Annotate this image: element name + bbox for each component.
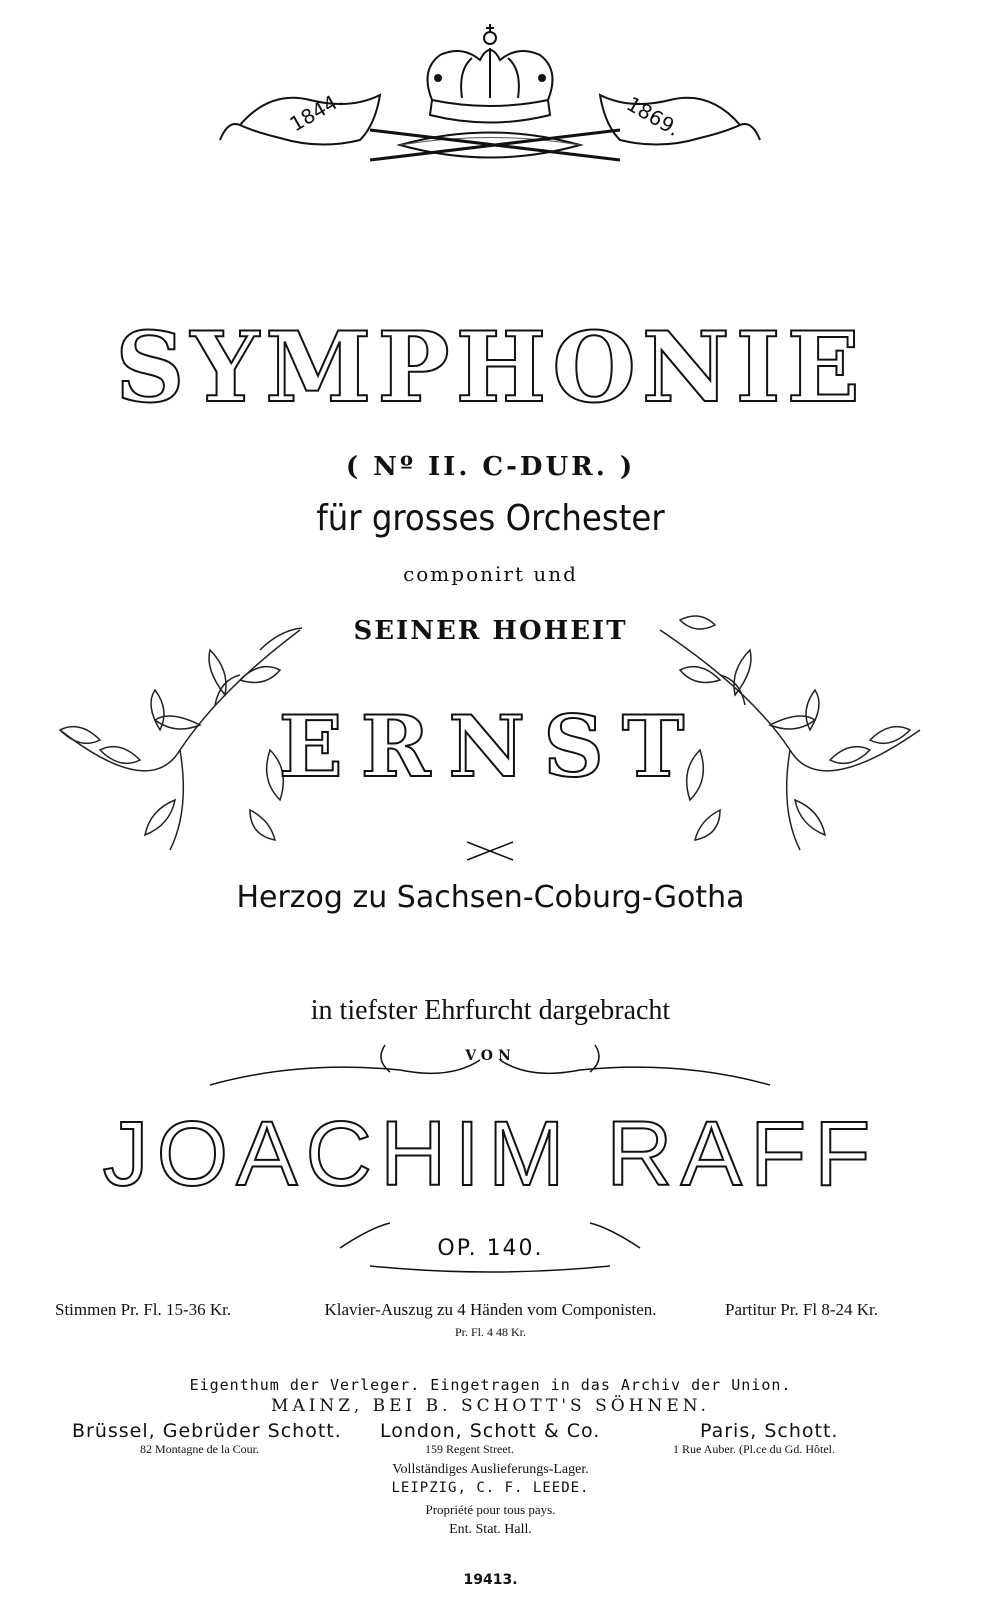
piano-reduction: Klavier-Auszug zu 4 Händen vom Componisten. [324, 1300, 657, 1319]
publisher-property: Eigenthum der Verleger. Eingetragen in das Archiv der Union. [189, 1376, 792, 1394]
piano-price: Pr. Fl. 4 48 Kr. [454, 1325, 526, 1339]
publisher-main: MAINZ, BEI B. SCHOTT'S SÖHNEN. [271, 1396, 710, 1416]
by-label: VON [465, 1048, 516, 1064]
year-left: 1844. [285, 86, 348, 137]
year-right: 1869. [622, 91, 685, 141]
dedicatee-title: Herzog zu Sachsen-Coburg-Gotha [236, 880, 745, 915]
dedication-prefix: SEINER HOHEIT [353, 616, 628, 646]
crossed-batons-icon [370, 130, 620, 160]
paris-address: 1 Rue Auber. (Pl.ce du Gd. Hôtel. [673, 1442, 835, 1456]
parts-price: Stimmen Pr. Fl. 15-36 Kr. [55, 1300, 232, 1319]
symphony-subtitle: für grosses Orchester [316, 498, 665, 539]
plate-number: 19413. [463, 1572, 518, 1588]
dedicatee-name: ERNST [278, 697, 703, 796]
cross-ornament-icon [465, 838, 515, 864]
opus-number: OP. 140. [437, 1236, 544, 1261]
homage-line: in tiefster Ehrfurcht dargebracht [310, 995, 671, 1026]
london-address: 159 Regent Street. [425, 1442, 514, 1456]
publisher-london: London, Schott & Co. [380, 1420, 601, 1442]
leipzig-line: Vollständiges Auslieferungs-Lager. [392, 1462, 589, 1477]
ribbon-icon [220, 95, 760, 145]
score-price: Partitur Pr. Fl 8-24 Kr. [725, 1300, 879, 1319]
publisher-brussels: Brüssel, Gebrüder Schott. [72, 1420, 342, 1442]
leipzig-agent: LEIPZIG, C. F. LEEDE. [391, 1480, 590, 1496]
composed-line: componirt und [403, 562, 578, 586]
crown-icon [428, 24, 553, 123]
symphony-title: SYMPHONIE [115, 311, 866, 424]
publisher-paris: Paris, Schott. [700, 1420, 839, 1442]
brussels-address: 82 Montagne de la Cour. [140, 1442, 259, 1456]
symphony-number: ( Nº II. C-DUR. ) [345, 452, 636, 482]
registered-line: Ent. Stat. Hall. [449, 1522, 532, 1537]
composer-name: JOACHIM RAFF [102, 1103, 879, 1205]
crest-emblem [200, 20, 780, 190]
rights-line: Propriété pour tous pays. [425, 1502, 556, 1517]
